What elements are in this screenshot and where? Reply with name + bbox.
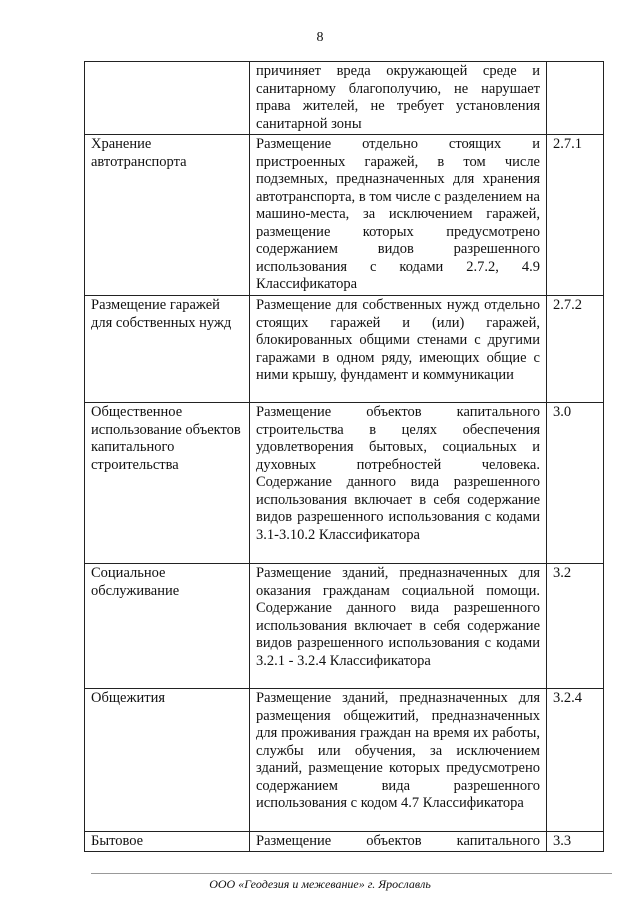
table-row <box>85 62 604 135</box>
use-name-cell: Общежития <box>85 689 250 832</box>
land-use-table <box>84 61 604 852</box>
use-code-cell: 2.7.1 <box>547 135 604 296</box>
use-description-cell: Размещение зданий, предназначенных для размещения общежитий, предназначенных для проживания граждан на время их работы, службы или обучения, за исключением зданий, размещение которых предусмотрено содержанием вида разрешенного использования с кодом 4.7 Классификатора <box>250 689 547 832</box>
table-row <box>85 689 604 832</box>
use-description-cell: Размещение отдельно стоящих и пристроенных гаражей, в том числе подземных, предназначенных для хранения автотранспорта, в том числе с разделением на машино-места, за исключением гаражей, размещение которых предусмотрено содержанием видов разрешенного использования с кодами 2.7.2, 4.9 Классификатора <box>250 135 547 296</box>
use-code-cell: 3.3 <box>547 832 604 852</box>
use-description-cell: Размещение зданий, предназначенных для оказания гражданам социальной помощи. Содержание данного вида разрешенного использования включает в себя содержание видов разрешенного использования с кодами 3.2.1 - 3.2.4 Классификатора <box>250 564 547 689</box>
use-description-cell: Размещение объектов капитального строительства в целях обеспечения удовлетворения бытовых, социальных и духовных потребностей человека. Содержание данного вида разрешенного использования включает в себя содержание видов разрешенного использования с кодами 3.1-3.10.2 Классификатора <box>250 403 547 564</box>
use-code-cell: 3.2.4 <box>547 689 604 832</box>
use-description-cell: причиняет вреда окружающей среде и санитарному благополучию, не нарушает права жителей, не требует установления санитарной зоны <box>250 62 547 135</box>
use-name-cell: Общественное использование объектов капитального строительства <box>85 403 250 564</box>
use-name-cell: Хранение автотранспорта <box>85 135 250 296</box>
use-name-cell: Размещение гаражей для собственных нужд <box>85 296 250 403</box>
use-description-cell: Размещение для собственных нужд отдельно стоящих гаражей и (или) гаражей, блокированных общими стенами с другими гаражами в одном ряду, имеющих общие с ними крышу, фундамент и коммуникации <box>250 296 547 403</box>
use-code-cell: 3.2 <box>547 564 604 689</box>
table-row <box>85 135 604 296</box>
page-footer: ООО «Геодезия и межевание» г. Ярославль <box>209 877 431 891</box>
use-name-cell <box>85 62 250 135</box>
use-name-cell: Бытовое <box>85 832 250 852</box>
table-row <box>85 296 604 403</box>
use-code-cell: 2.7.2 <box>547 296 604 403</box>
use-name-cell: Социальное обслуживание <box>85 564 250 689</box>
use-description-cell: Размещение объектов капитального <box>250 832 547 852</box>
table-row <box>85 403 604 564</box>
table-row <box>85 564 604 689</box>
footer-divider <box>91 873 612 874</box>
table-row <box>85 832 604 852</box>
use-code-cell <box>547 62 604 135</box>
use-code-cell: 3.0 <box>547 403 604 564</box>
page-number: 8 <box>316 30 324 45</box>
